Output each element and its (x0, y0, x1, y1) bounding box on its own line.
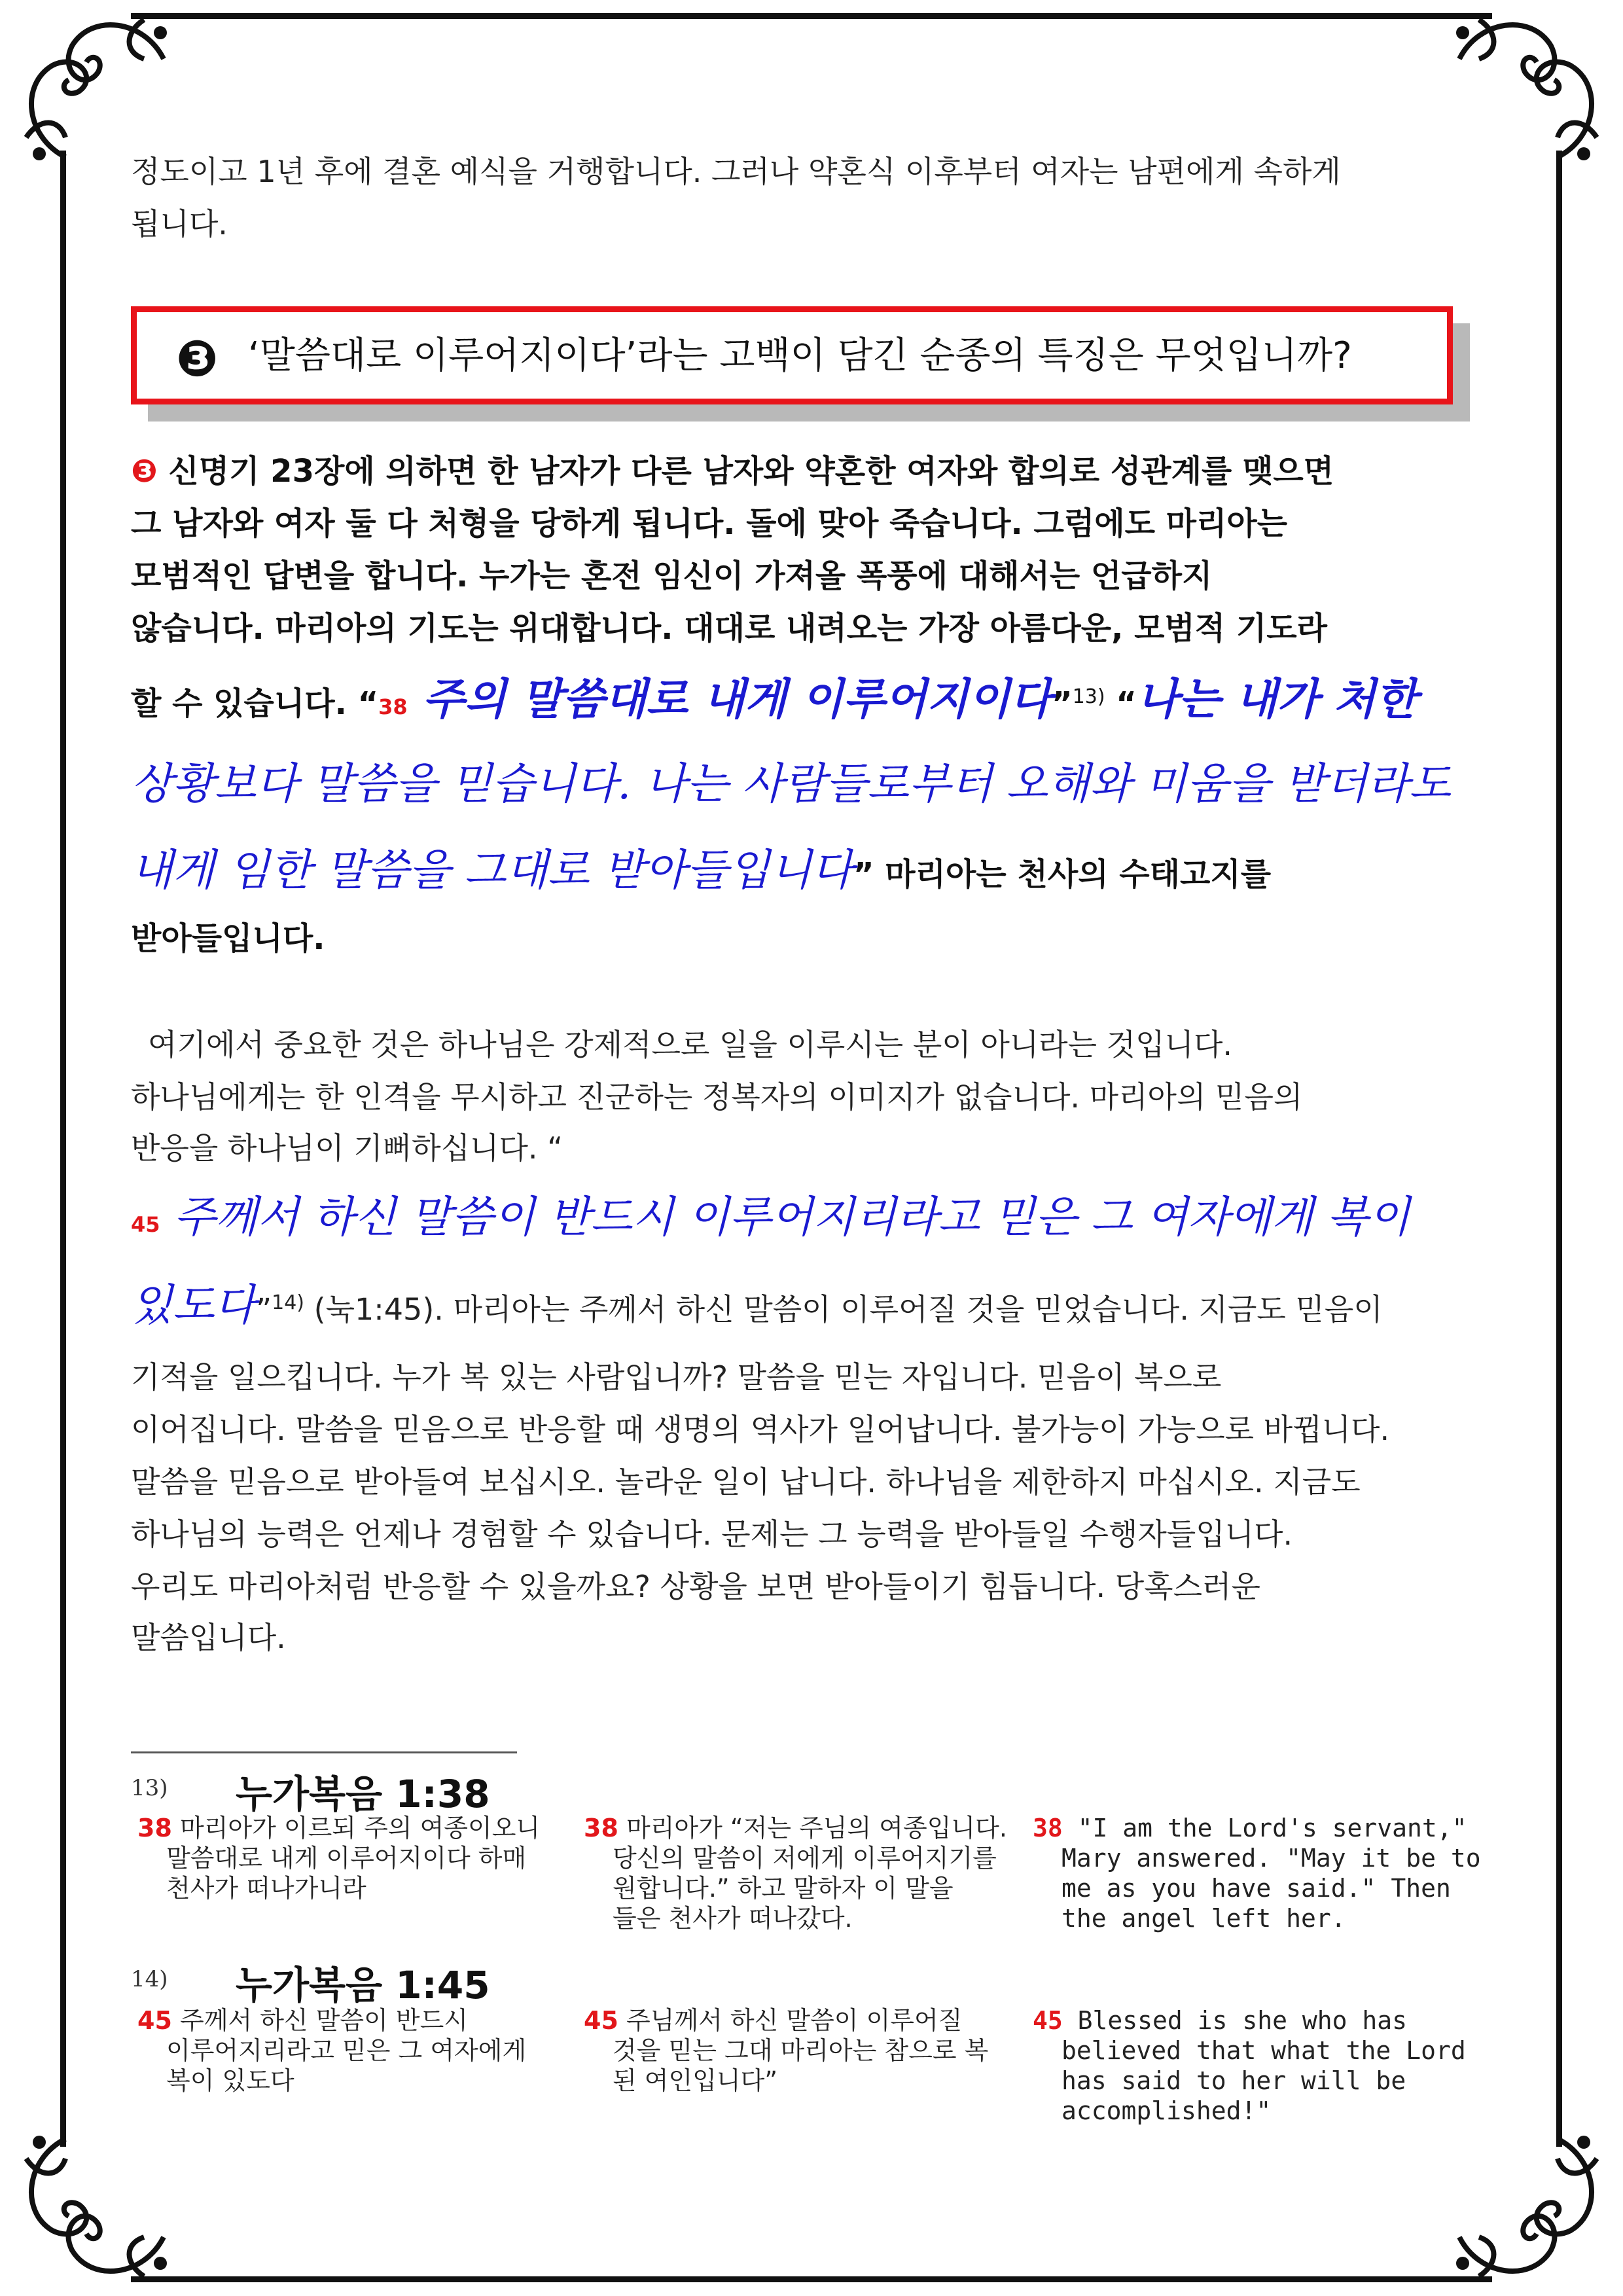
quote1-close: ” (1052, 685, 1073, 722)
footnote-14-mk-verse: 45 (584, 2006, 618, 2035)
answer-marker: ❸ (131, 453, 158, 490)
para2-line-9: 하나님의 능력은 언제나 경험할 수 있습니다. 문제는 그 능력을 받아들일 수행자들입니다. (131, 1516, 1293, 1552)
para2-line-5 (131, 1274, 1383, 1338)
footnote-14-en-verse: 45 (1033, 2006, 1063, 2035)
para2-line-10: 우리도 마리아처럼 반응할 수 있을까요? 상황을 보면 받아들이기 힘듭니다. 당혹스러운 (131, 1569, 1260, 1604)
para2-line-8: 말씀을 믿음으로 받아들여 보십시오. 놀라운 일이 납니다. 하나님을 제한하지 마십시오. 지금도 (131, 1464, 1361, 1499)
footnote-13-en-line: "I am the Lord's servant," (1077, 1814, 1467, 1842)
quote-luke-1-45-part2: 있도다 (131, 1280, 257, 1331)
footnote-14-krv-line: 이루어지리라고 믿은 그 여자에게 (166, 2036, 527, 2065)
footnote-14-en-line: accomplished!" (1061, 2096, 1272, 2125)
footnote-13-mk-line: 당신의 말씀이 저에게 이루어지기를 (613, 1844, 997, 1873)
footnote-13-mk-line: 마리아가 “저는 주님의 여종입니다. (626, 1814, 1007, 1842)
para2-line-6: 기적을 일으킵니다. 누가 복 있는 사람입니까? 말씀을 믿는 자입니다. 믿음이 복으로 (131, 1359, 1222, 1395)
ornament-corner-top-right-icon (1453, 7, 1610, 164)
answer-line-4: 않습니다. 마리아의 기도는 위대합니다. 대대로 내려오는 가장 아름다운, 모범적 기도라 (131, 610, 1327, 647)
para2-line-2: 하나님에게는 한 인격을 무시하고 진군하는 정복자의 이미지가 없습니다. 마리아의 믿음의 (131, 1079, 1303, 1115)
frame-right-border (1556, 151, 1562, 2147)
footnote-14-mk-line: 된 여인입니다” (613, 2066, 778, 2095)
quote2-line-3: 내게 임한 말씀을 그대로 받아들입니다 (131, 845, 854, 895)
footnote-divider (131, 1751, 517, 1753)
footnote-14-en-line: has said to her will be (1061, 2066, 1406, 2095)
para2-quote-line-1 (131, 1185, 1410, 1257)
ornament-corner-top-left-icon (13, 7, 170, 164)
footnote-13-krv-verse: 38 (137, 1814, 172, 1842)
ornament-corner-bottom-right-icon (1453, 2132, 1610, 2289)
answer-line-1 (131, 445, 1334, 497)
answer-line-2: 그 남자와 여자 둘 다 처형을 당하게 됩니다. 돌에 맞아 죽습니다. 그럼에도 마리아는 (131, 505, 1288, 542)
frame-left-border (60, 151, 66, 2147)
footnote-14-mk-line: 주님께서 하신 말씀이 이루어질 (626, 2006, 963, 2035)
footnote-13-title: 누가복음 1:38 (236, 1772, 490, 1816)
footnote-13-krv-line: 말씀대로 내게 이루어지이다 하매 (166, 1844, 527, 1873)
footnote-13-number: 13) (131, 1775, 168, 1801)
footnote-13-en-line: Mary answered. "May it be to (1061, 1844, 1481, 1873)
question-text: ‘말씀대로 이루어지이다’라는 고백이 담긴 순종의 특징은 무엇입니까? (248, 334, 1352, 377)
footnote-14-title: 누가복음 1:45 (236, 1963, 490, 2007)
quote2-line-2: 상황보다 말씀을 믿습니다. 나는 사람들로부터 오해와 미움을 받더라도 (131, 759, 1451, 809)
para2-after-quote: (눅1:45). 마리아는 주께서 하신 말씀이 이루어질 것을 믿었습니다. 지금도 믿음이 (304, 1291, 1383, 1327)
footnote-14-krv (137, 2005, 582, 2096)
footnote-ref-13[interactable]: 13) (1072, 685, 1105, 708)
quote-luke-1-38: 주의 말씀대로 내게 이루어지이다 (407, 673, 1052, 725)
intro-line-2: 됩니다. (131, 206, 228, 242)
footnote-13-english (1033, 1813, 1504, 1933)
para2-quote-close: ” (256, 1291, 272, 1327)
answer-line-9: 받아들입니다. (131, 920, 325, 957)
answer-line-1-text: 신명기 23장에 의하면 한 남자가 다른 남자와 약혼한 여자와 합의로 성관계를 맺으면 (157, 453, 1334, 490)
question-box (131, 306, 1453, 404)
para2-line-1: 여기에서 중요한 것은 하나님은 강제적으로 일을 이루시는 분이 아니라는 것입니다. (148, 1027, 1233, 1062)
answer-line-3: 모범적인 답변을 합니다. 누가는 혼전 임신이 가져올 폭풍에 대해서는 언급하지 (131, 558, 1213, 594)
answer-line-5 (131, 668, 1417, 736)
answer-line-8 (131, 838, 1271, 907)
footnote-14-krv-line: 복이 있도다 (166, 2066, 294, 2095)
footnote-13-mk-verse: 38 (584, 1814, 618, 1842)
ornament-corner-bottom-left-icon (13, 2132, 170, 2289)
quote2-open: “ (1105, 685, 1137, 722)
frame-bottom-border (131, 2276, 1492, 2282)
footnote-14-krv-line: 주께서 하신 말씀이 반드시 (179, 2006, 469, 2035)
verse-number-45: 45 (131, 1212, 160, 1237)
question-number: ❸ (176, 329, 219, 387)
answer-line-8-suffix: ” 마리아는 천사의 수태고지를 (853, 856, 1272, 893)
footnote-14-mk-line: 것을 믿는 그대 마리아는 참으로 복 (613, 2036, 989, 2065)
footnote-14-krv-verse: 45 (137, 2006, 172, 2035)
para2-line-3: 반응을 하나님이 기뻐하십니다. “ (131, 1130, 563, 1166)
para2-line-7: 이어집니다. 말씀을 믿음으로 반응할 때 생명의 역사가 일어납니다. 불가능이 가능으로 바뀝니다. (131, 1412, 1390, 1447)
footnote-14-number: 14) (131, 1966, 168, 1992)
intro-line-1: 정도이고 1년 후에 결혼 예식을 거행합니다. 그러나 약혼식 이후부터 여자는 남편에게 속하게 (131, 154, 1341, 189)
footnote-14-english (1033, 2005, 1504, 2126)
footnote-ref-14[interactable]: 14) (272, 1291, 305, 1314)
footnote-13-en-verse: 38 (1033, 1814, 1063, 1842)
frame-top-border (131, 13, 1492, 19)
footnote-14-modern-korean (584, 2005, 1042, 2096)
quote2-line-1: 나는 내가 처한 (1136, 673, 1418, 725)
para2-line-11: 말씀입니다. (131, 1620, 286, 1655)
footnote-13-en-line: me as you have said." Then (1061, 1874, 1451, 1903)
footnote-14-en-line: Blessed is she who has (1077, 2006, 1407, 2035)
footnote-13-krv-line: 마리아가 이르되 주의 여종이오니 (179, 1814, 541, 1842)
footnote-13-mk-line: 원합니다.” 하고 말하자 이 말을 (613, 1874, 954, 1903)
footnote-13-krv (137, 1813, 582, 1903)
footnote-13-modern-korean (584, 1813, 1042, 1933)
footnote-14-en-line: believed that what the Lord (1061, 2036, 1466, 2065)
answer-line-5-prefix: 할 수 있습니다. “ (131, 685, 379, 722)
verse-number-38: 38 (378, 694, 408, 719)
footnote-13-en-line: the angel left her. (1061, 1904, 1346, 1933)
quote-luke-1-45-part1: 주께서 하신 말씀이 반드시 이루어지리라고 믿은 그 여자에게 복이 (160, 1192, 1410, 1242)
footnote-13-krv-line: 천사가 떠나가니라 (166, 1874, 366, 1903)
footnote-13-mk-line: 들은 천사가 떠나갔다. (613, 1904, 853, 1933)
